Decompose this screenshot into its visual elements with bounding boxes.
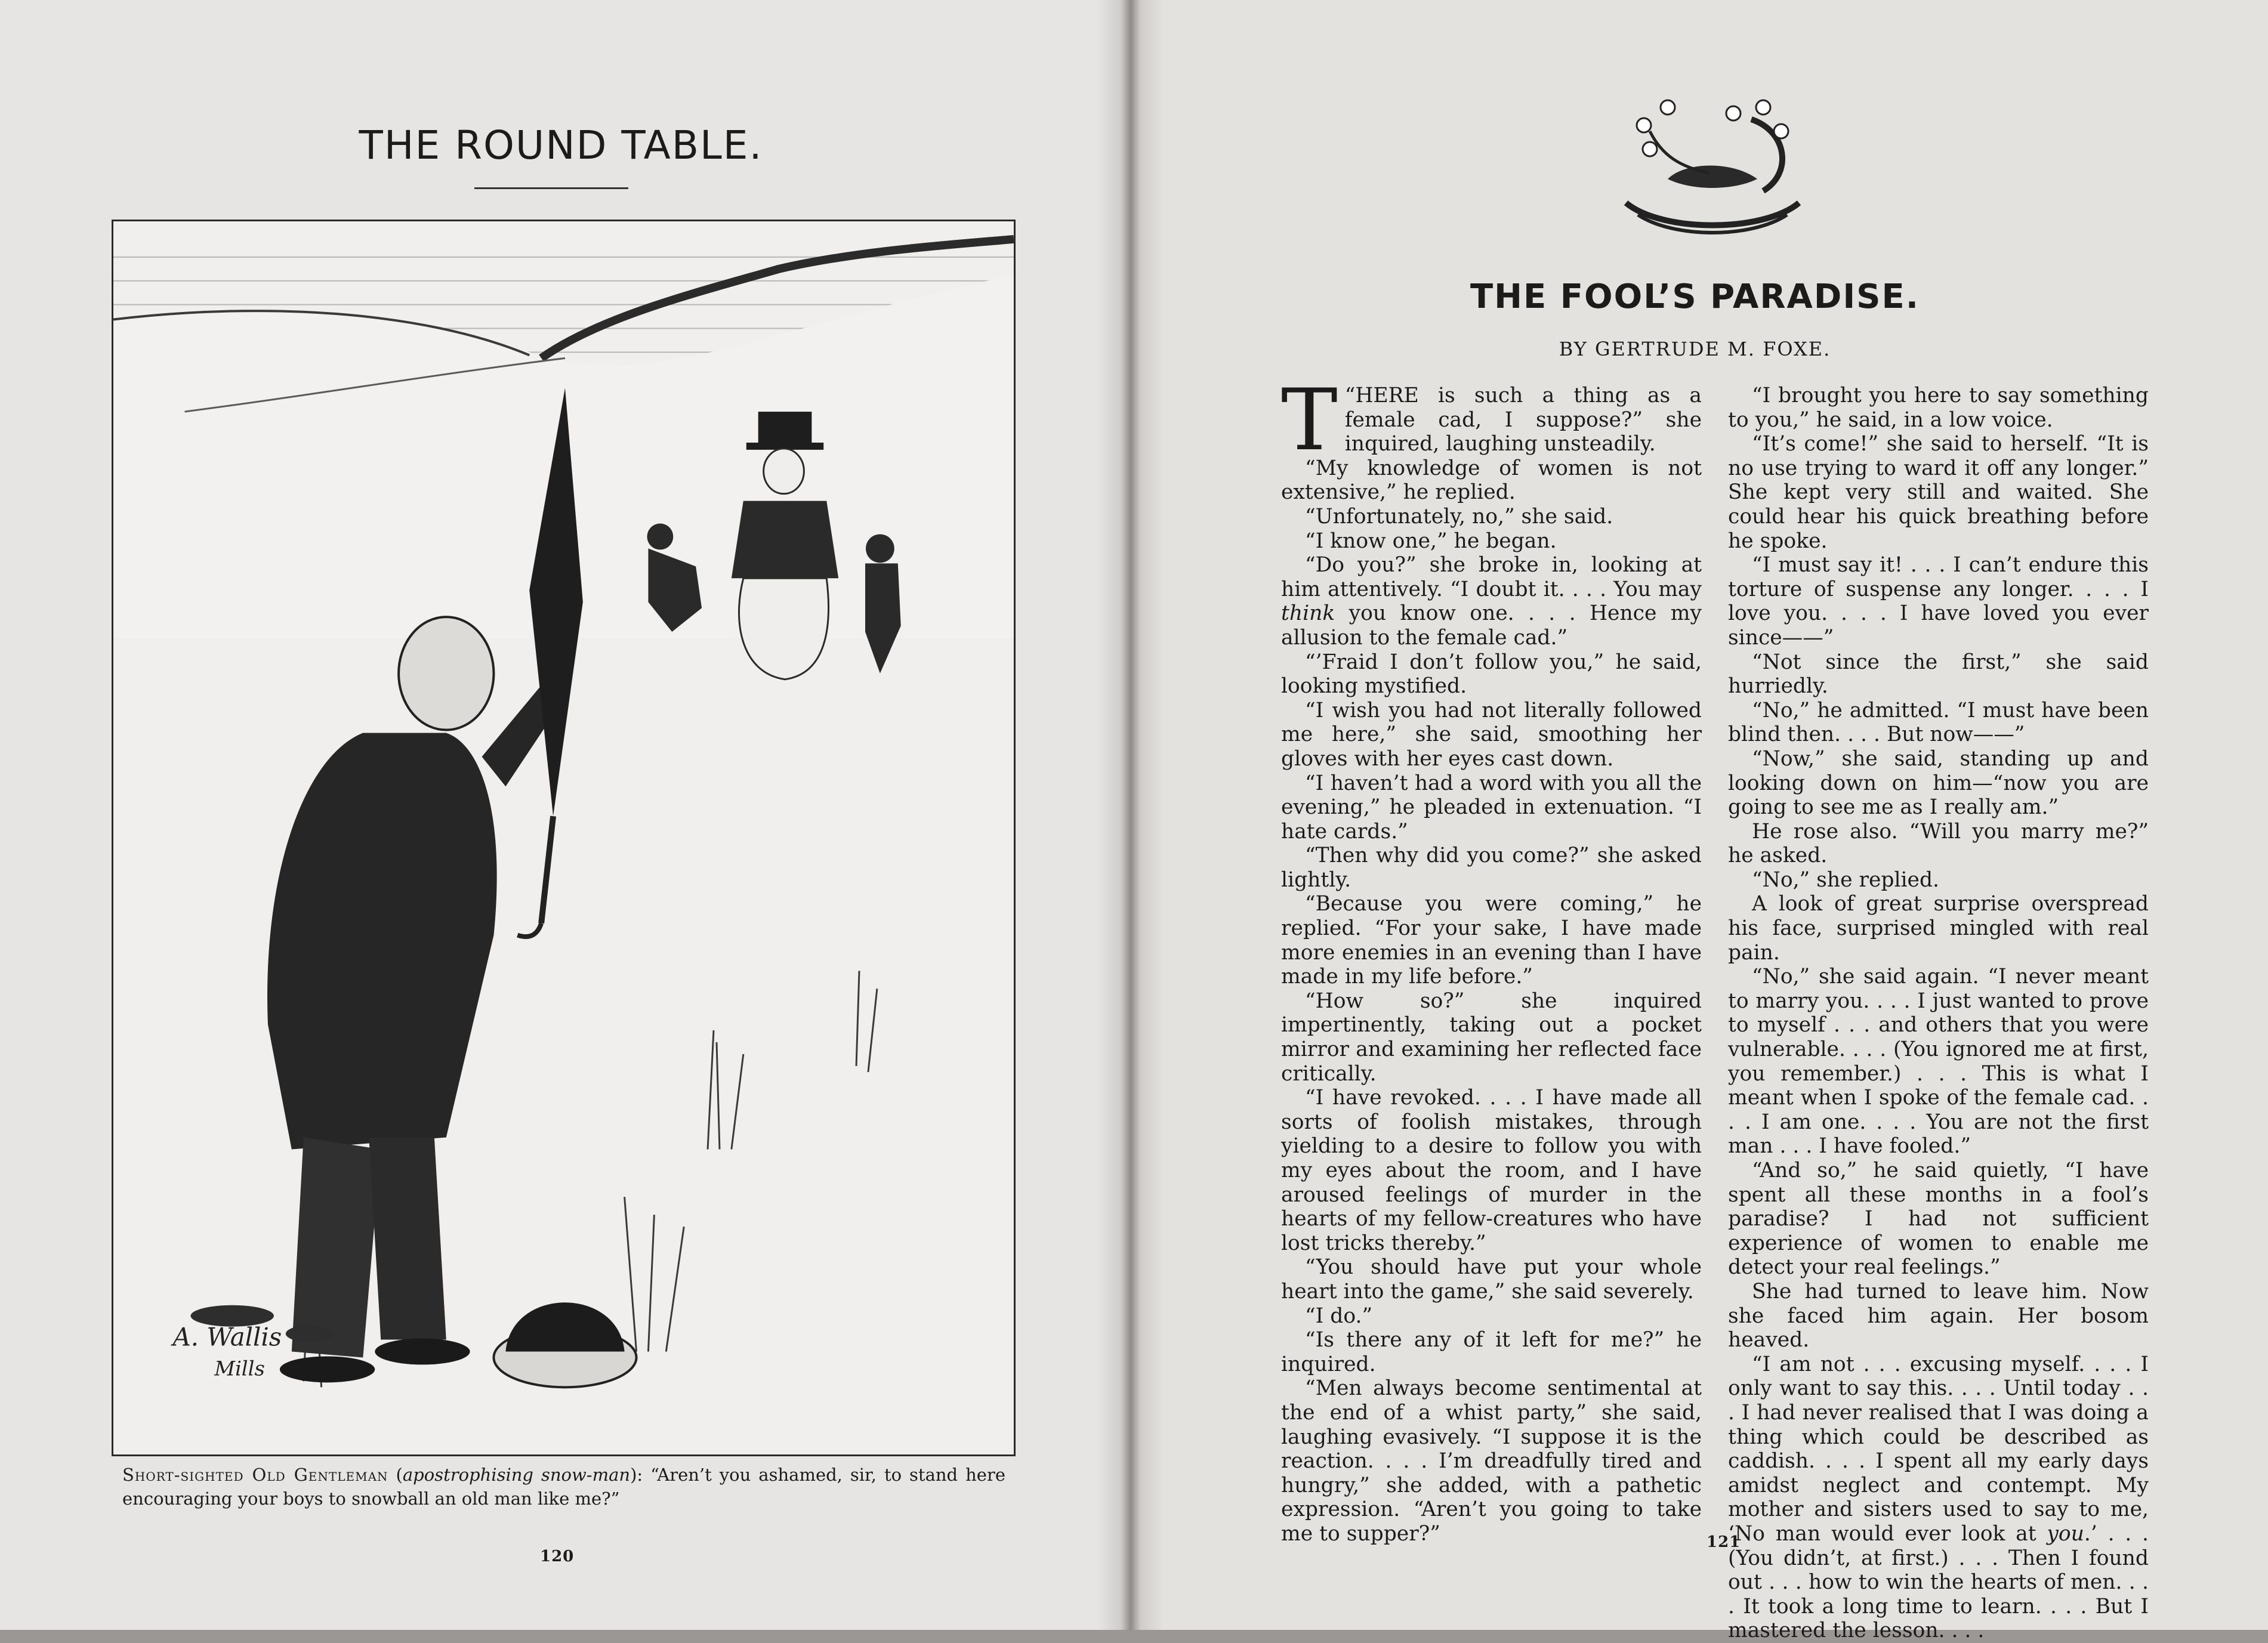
illustration-caption: Short-sighted Old Gentleman (apostrophising snow-man): “Aren’t you ashamed, sir, to stand here encouraging your boys to snowball an old man like me?” — [122, 1465, 1005, 1509]
italic-word: think — [1281, 601, 1335, 626]
book-gutter — [1098, 0, 1164, 1630]
opening-paragraph — [1281, 371, 1702, 470]
opening-quote: “ — [1344, 384, 1356, 407]
paragraph: “Now,” she said, standing up and looking down on him—“now you are going to see me as I really am.” — [1728, 746, 2149, 820]
paragraph-text: you know one. . . . Hence my allusion to the female cad.” — [1281, 601, 1702, 650]
paragraph: She had turned to leave him. Now she faced him again. Her bosom heaved. — [1728, 1279, 2149, 1352]
page-number-left: 120 — [540, 1548, 575, 1565]
title-rule — [474, 187, 628, 189]
artist-signature-line2: Mills — [214, 1357, 265, 1381]
paragraph: “It’s come!” she said to herself. “It is no use trying to ward it off any longer.” She kept very still and waited. She could hear his quick breathing before he spoke. — [1728, 432, 2149, 553]
paragraph: “I haven’t had a word with you all the evening,” he pleaded in extenuation. “I hate cards.” — [1281, 771, 1702, 844]
italic-word: you — [2047, 1521, 2084, 1546]
paragraph: “Men always become sentimental at the end of a whist party,” she said, laughing evasively. “I suppose it is the reaction. . . . I’m dreadfully tired and hungry,” she added, with a pathetic expression. “Aren’t you going to take me to supper?” — [1281, 1376, 1702, 1546]
illustration-drawing — [113, 221, 1014, 1454]
drop-cap: T — [1281, 371, 1338, 470]
paragraph: “Is there any of it left for me?” he inquired. — [1281, 1328, 1702, 1376]
paragraph: “I wish you had not literally followed me here,” she said, smoothing her gloves with her eyes cast down. — [1281, 698, 1702, 771]
caption-stage-direction: apostrophising snow-man — [402, 1465, 631, 1485]
paragraph: He rose also. “Will you marry me?” he asked. — [1728, 819, 2149, 868]
page-number-right: 121 — [1707, 1533, 1741, 1551]
paragraph: “I do.” — [1305, 1304, 1373, 1328]
paragraph — [1728, 1352, 2149, 1643]
page-title: THE ROUND TABLE. — [359, 122, 763, 168]
paragraph-text: “I am not . . . excusing myself. . . . I only want to say this. . . . Until today . . . I had never realised that I was doing a thing which could be described as caddish. . . . I spent all my early days amidst neglect and contempt. My mother and sisters used to say to me, ‘No man would ever look at — [1728, 1352, 2149, 1546]
paragraph: “You should have put your whole heart into the game,” she said severely. — [1281, 1255, 1702, 1304]
paragraph: “I know one,” he began. — [1305, 529, 1557, 553]
paragraph: “My knowledge of women is not extensive,” he replied. — [1281, 456, 1702, 505]
paragraph: “No,” she replied. — [1752, 867, 1940, 892]
paragraph: “Then why did you come?” she asked lightly. — [1281, 844, 1702, 892]
story-title: THE FOOL’S PARADISE. — [1470, 277, 1920, 316]
paragraph: A look of great surprise overspread his face, surprised mingled with real pain. — [1728, 892, 2149, 965]
paragraph: “How so?” she inquired impertinently, taking out a pocket mirror and examining her reflected face critically. — [1281, 989, 1702, 1086]
artist-signature: A. Wallis — [172, 1322, 282, 1352]
caption-text: : “Aren’t you ashamed, sir, to stand here encouraging your boys to snowball an old man like me?” — [122, 1465, 1005, 1509]
paragraph-text: “Do you?” she broke in, looking at him attentively. “I doubt it. . . . You may — [1281, 553, 1702, 601]
illustration-snowman-cartoon — [112, 220, 1016, 1456]
paragraph: “Unfortunately, no,” she said. — [1305, 504, 1613, 529]
byline: BY GERTRUDE M. FOXE. — [1559, 338, 1831, 360]
paragraph: “Because you were coming,” he replied. “For your sake, I have made more enemies in an evening than I have made in my life before.” — [1281, 892, 1702, 989]
opening-text: HERE is such a thing as a female cad, I suppose?” she inquired, laughing unsteadily. — [1344, 384, 1702, 456]
floral-headpiece-ornament — [1614, 95, 1811, 239]
paragraph: “I must say it! . . . I can’t endure this torture of suspense any longer. . . . I love you. . . . I have loved you ever since——” — [1728, 553, 2149, 650]
paragraph-text: .’ . . . (You didn’t, at first.) . . . Then I found out . . . how to win the hearts of men. . . . It took a long time to learn. . . . But I mastered the lesson. . . . — [1728, 1521, 2149, 1643]
paragraph: “And so,” he said quietly, “I have spent all these months in a fool’s paradise? I had not sufficient experience of women to enable me detect your real feelings.” — [1728, 1159, 2149, 1280]
paragraph: “Not since the first,” she said hurriedly. — [1728, 650, 2149, 699]
left-page — [0, 0, 1122, 1630]
paragraph: “I have revoked. . . . I have made all sorts of foolish mistakes, through yielding to a desire to follow you with my eyes about the room, and I have aroused feelings of murder in the hearts of my fellow-creatures who have lost tricks thereby.” — [1281, 1086, 1702, 1255]
caption-speaker: Short-sighted Old Gentleman — [122, 1465, 388, 1485]
text-column-2 — [1728, 384, 2149, 1643]
paragraph — [1281, 553, 1702, 650]
paragraph: “’Fraid I don’t follow you,” he said, looking mystified. — [1281, 650, 1702, 699]
paragraph: “No,” he admitted. “I must have been blind then. . . . But now——” — [1728, 698, 2149, 747]
paragraph: “I brought you here to say something to you,” he said, in a low voice. — [1728, 384, 2149, 432]
paragraph: “No,” she said again. “I never meant to marry you. . . . I just wanted to prove to myself . . . and others that you were vulnerable. . . . (You ignored me at first, you remember.) . . . This is what I meant when I spoke of the female cad. . . . I am one. . . . You are not the first man . . . I have fooled.” — [1728, 965, 2149, 1159]
text-column-1 — [1281, 371, 1702, 1546]
